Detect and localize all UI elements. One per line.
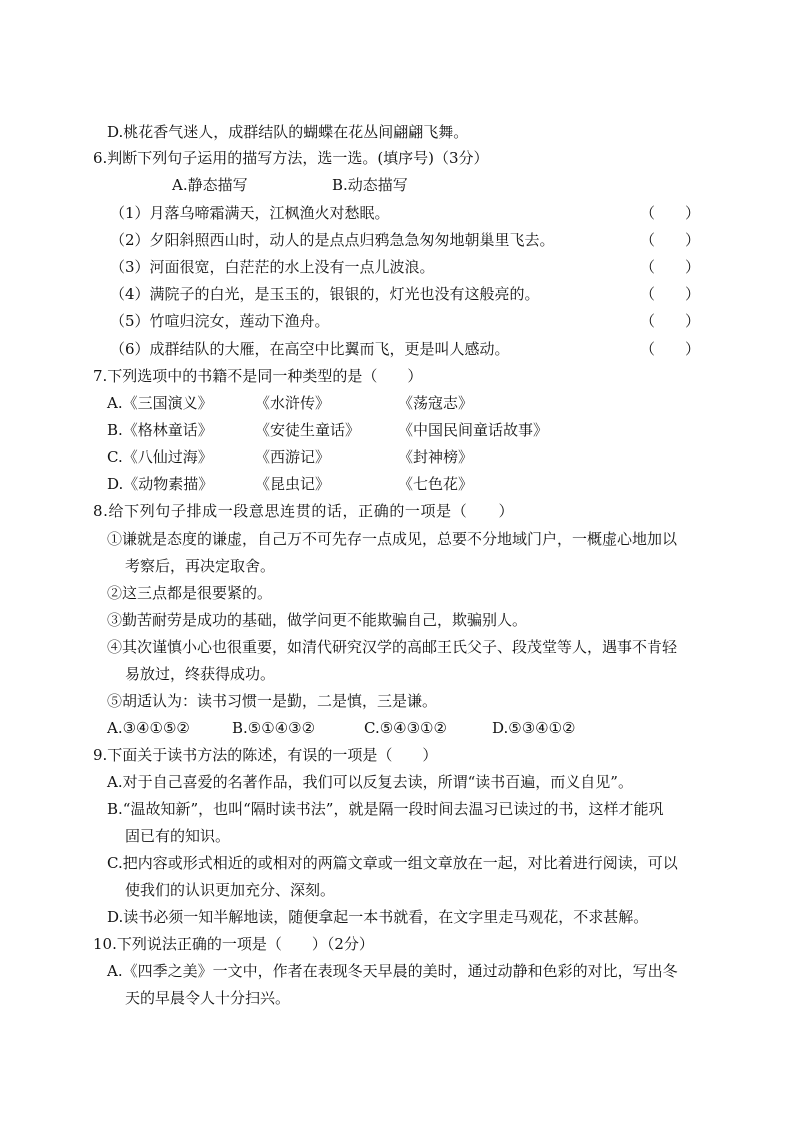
q9-stem: 9.下面关于读书方法的陈述，有误的一项是（ ）	[93, 746, 438, 764]
q7-row-c-col3: 《封神榜》	[398, 448, 474, 466]
q8-option-a: A.③④①⑤②	[107, 719, 190, 737]
q7-row-b-col2: 《安徒生童话》	[255, 421, 361, 439]
q9-option-a: A.对于自己喜爱的名著作品，我们可以反复去读，所谓“读书百遍，而义自见”。	[107, 773, 633, 791]
q8-sentence-2: ②这三点都是很要紧的。	[107, 584, 273, 602]
q6-item-4: （4）满院子的白光，是玉玉的，银银的，灯光也没有这般亮的。	[110, 285, 540, 303]
q9-option-c-line-2: 使我们的认识更加充分、深刻。	[125, 881, 336, 899]
q7-row-d-col1: D.《动物素描》	[107, 475, 214, 493]
q6-item-5: （5）竹喧归浣女，莲动下渔舟。	[110, 312, 330, 330]
q6-answer-blank-6[interactable]: （ ）	[640, 340, 701, 358]
q6-item-2: （2）夕阳斜照西山时，动人的是点点归鸦急急匆匆地朝巢里飞去。	[110, 231, 555, 249]
q8-option-c: C.⑤④③①②	[364, 719, 447, 737]
q7-row-c-col1: C.《八仙过海》	[107, 448, 213, 466]
q6-item-6: （6）成群结队的大雁，在高空中比翼而飞，更是叫人感动。	[110, 340, 510, 358]
q8-sentence-1-line-2: 考察后，再决定取舍。	[125, 557, 276, 575]
q6-stem: 6.判断下列句子运用的描写方法，选一选。(填序号)（3分）	[93, 149, 489, 167]
q9-option-b-line-2: 固已有的知识。	[125, 827, 231, 845]
q7-row-a-col2: 《水浒传》	[255, 394, 331, 412]
q8-sentence-4-line-1: ④其次谨慎小心也很重要，如清代研究汉学的高邮王氏父子、段茂堂等人，遇事不肯轻	[107, 638, 678, 656]
q7-row-a-col1: A.《三国演义》	[107, 394, 213, 412]
q8-stem: 8.给下列句子排成一段意思连贯的话，正确的一项是（ ）	[93, 502, 515, 520]
q9-option-b-line-1: B.“温故知新”，也叫“隔时读书法”，就是隔一段时间去温习已读过的书，这样才能巩	[107, 800, 664, 818]
q8-option-b: B.⑤①④③②	[232, 719, 316, 737]
q10-option-a-line-1: A.《四季之美》一文中，作者在表现冬天早晨的美时，通过动静和色彩的对比，写出冬	[107, 962, 678, 980]
q10-stem: 10.下列说法正确的一项是（ ）（2分）	[93, 935, 374, 953]
q7-row-b-col3: 《中国民间童话故事》	[398, 421, 549, 439]
q8-option-d: D.⑤③④①②	[492, 719, 576, 737]
q6-answer-blank-3[interactable]: （ ）	[640, 258, 701, 276]
q6-answer-blank-1[interactable]: （ ）	[640, 204, 701, 222]
q7-row-c-col2: 《西游记》	[255, 448, 331, 466]
q8-sentence-3: ③勤苦耐劳是成功的基础，做学问更不能欺骗自己，欺骗别人。	[107, 611, 528, 629]
q5-option-d: D.桃花香气迷人，成群结队的蝴蝶在花丛间翩翩飞舞。	[107, 123, 469, 141]
q7-row-b-col1: B.《格林童话》	[107, 421, 213, 439]
q6-answer-blank-2[interactable]: （ ）	[640, 231, 701, 249]
q6-answer-blank-5[interactable]: （ ）	[640, 312, 701, 330]
q7-row-a-col3: 《荡寇志》	[398, 394, 474, 412]
q6-answer-blank-4[interactable]: （ ）	[640, 285, 701, 303]
q10-option-a-line-2: 天的早晨令人十分扫兴。	[125, 989, 291, 1007]
q8-sentence-5: ⑤胡适认为：读书习惯一是勤，二是慎，三是谦。	[107, 692, 438, 710]
q8-sentence-4-line-2: 易放过，终获得成功。	[125, 665, 276, 683]
q6-item-1: （1）月落乌啼霜满天，江枫渔火对愁眠。	[110, 204, 390, 222]
q6-choice-a: A.静态描写	[172, 176, 248, 194]
q6-item-3: （3）河面很宽，白茫茫的水上没有一点儿波浪。	[110, 258, 435, 276]
q9-option-d: D.读书必须一知半解地读，随便拿起一本书就看，在文字里走马观花，不求甚解。	[107, 908, 649, 926]
q7-row-d-col3: 《七色花》	[398, 475, 474, 493]
q8-sentence-1-line-1: ①谦就是态度的谦虚，自己万不可先存一点成见，总要不分地域门户，一概虚心地加以	[107, 530, 678, 548]
q7-row-d-col2: 《昆虫记》	[255, 475, 331, 493]
q6-choice-b: B.动态描写	[332, 176, 408, 194]
q9-option-c-line-1: C.把内容或形式相近的或相对的两篇文章或一组文章放在一起，对比着进行阅读，可以	[107, 854, 678, 872]
q7-stem: 7.下列选项中的书籍不是同一种类型的是（ ）	[93, 367, 423, 385]
